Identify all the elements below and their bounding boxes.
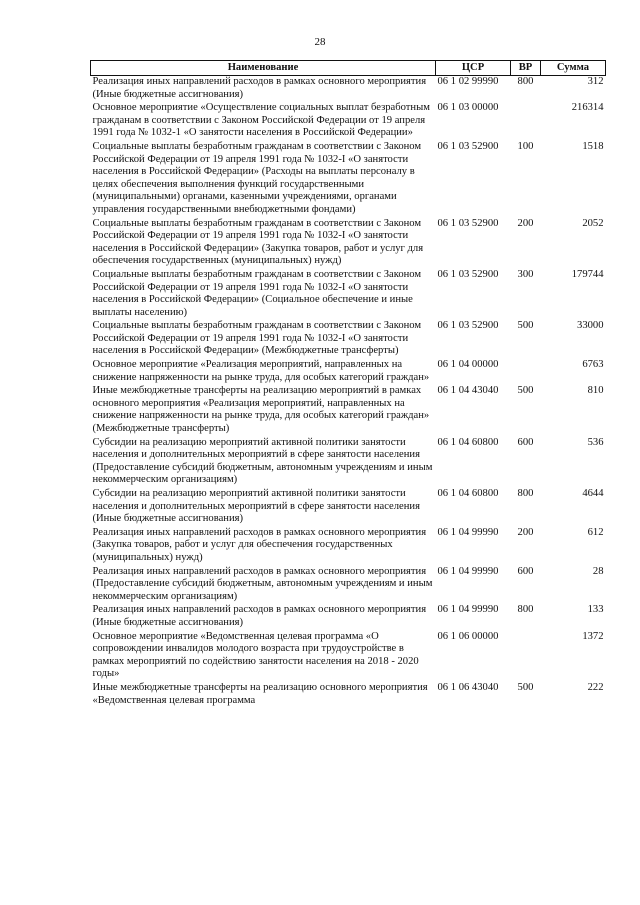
table-row [91,566,606,605]
row-vr-cell: 800 [517,604,534,616]
row-vr-cell: 600 [517,436,534,448]
table-row [91,385,606,436]
table-row [91,320,606,359]
header-vr: ВР [511,61,541,76]
row-sum-cell: 4644 [582,488,604,499]
row-vr-cell [511,102,541,141]
row-name-cell: Реализация иных направлений расходов в рамках основного мероприятия (Иные бюджетные ассигнования) [92,76,427,100]
table-row [91,604,606,630]
row-csr-cell: 06 1 06 00000 [437,630,499,642]
row-name-cell: Основное мероприятие «Реализация мероприятий, направленных на снижение напряженности на рынке труда, для особых категорий граждан» [92,359,430,383]
row-sum-cell: 1518 [582,140,604,152]
row-name-cell: Социальные выплаты безработным гражданам в соответствии с Законом Российской Федерации от 19 апреля 1991 года № 1032-I «О занятости населения в Российской Федерации» (Межбюджетные трансферты) [92,320,422,357]
row-name-cell: Реализация иных направлений расходов в рамках основного мероприятия (Предоставление субсидий бюджетным, автономным учреждениям и иным некоммерческим организациям) [92,565,433,602]
row-vr-cell: 300 [517,268,534,280]
row-csr-cell: 06 1 02 99990 [437,76,499,87]
row-sum-cell: 179744 [571,268,604,280]
row-name-cell: Социальные выплаты безработным гражданам в соответствии с Законом Российской Федерации от 19 апреля 1991 года № 1032-I «О занятости населения в Российской Федерации» (Расходы на выплаты персоналу в целях обеспечения выполнения функций государственными (муниципальными) органами, казенными учреждениями, органами управления государственными внебюджетными фондами) [92,140,422,215]
row-name-cell: Иные межбюджетные трансферты на реализацию мероприятий в рамках основного мероприятия «Реализация мероприятий, направленных на снижение напряженности на рынке труда, для особых категорий граждан» (Межбюджетные трансферты) [92,385,430,435]
row-sum-cell: 810 [587,385,604,397]
row-csr-cell: 06 1 04 60800 [437,488,499,499]
table-row [91,527,606,566]
row-sum-cell: 216314 [571,102,604,114]
budget-table [90,60,606,708]
row-vr-cell: 200 [517,526,534,538]
row-sum-cell: 536 [587,436,604,448]
table-row [91,76,606,103]
table-row [91,218,606,269]
header-name: Наименование [91,61,436,76]
row-csr-cell: 06 1 04 00000 [437,359,499,371]
row-name-cell: Реализация иных направлений расходов в рамках основного мероприятия (Закупка товаров, работ и услуг для обеспечения государственных (муниципальных) нужд) [92,526,427,563]
row-sum-cell: 6763 [582,359,604,371]
table-body [91,76,606,709]
header-csr: ЦСР [436,61,511,76]
row-csr-cell: 06 1 04 60800 [437,436,499,448]
row-sum-cell: 2052 [582,217,604,229]
row-csr-cell: 06 1 03 52900 [437,268,499,280]
row-sum-cell: 133 [587,604,604,616]
table-row [91,488,606,527]
row-sum-cell: 1372 [582,630,604,642]
row-name-cell: Основное мероприятие «Осуществление социальных выплат безработным гражданам в соответствии с Законом Российской Федерации от 19 апреля 1991 года № 1032-1 «О занятости населения в Российской Федерации» [92,102,430,139]
table-row [91,141,606,218]
row-vr-cell: 600 [517,565,534,577]
row-vr-cell: 800 [517,76,534,87]
row-sum-cell: 222 [587,681,604,693]
header-sum: Сумма [541,61,606,76]
row-sum-cell: 28 [592,565,604,577]
row-name-cell: Реализация иных направлений расходов в рамках основного мероприятия (Иные бюджетные ассигнования) [92,604,427,628]
row-csr-cell: 06 1 03 00000 [437,102,499,114]
row-csr-cell: 06 1 03 52900 [437,320,499,332]
row-vr-cell [511,359,541,385]
row-vr-cell: 500 [517,385,534,397]
row-sum-cell: 312 [587,76,604,87]
row-vr-cell [511,631,541,682]
row-csr-cell: 06 1 03 52900 [437,140,499,152]
row-csr-cell: 06 1 03 52900 [437,217,499,229]
row-name-cell: Социальные выплаты безработным гражданам в соответствии с Законом Российской Федерации от 19 апреля 1991 года № 1032-I «О занятости населения в Российской Федерации» (Закупка товаров, работ и услуг для обеспечения государственных (муниципальных) нужд) [92,217,424,267]
row-csr-cell: 06 1 04 99990 [437,604,499,616]
row-csr-cell: 06 1 06 43040 [437,681,499,693]
row-sum-cell: 33000 [577,320,604,332]
table-row [91,269,606,320]
table-header [91,61,606,76]
row-vr-cell: 500 [517,320,534,332]
row-name-cell: Иные межбюджетные трансферты на реализацию основного мероприятия «Ведомственная целевая программа [92,681,428,706]
row-name-cell: Социальные выплаты безработным гражданам в соответствии с Законом Российской Федерации от 19 апреля 1991 года № 1032-I «О занятости населения в Российской Федерации» (Социальное обеспечение и иные выплаты населению) [92,268,422,318]
table-row [91,359,606,385]
row-csr-cell: 06 1 04 99990 [437,565,499,577]
table-row [91,682,606,708]
table-row [91,102,606,141]
row-csr-cell: 06 1 04 99990 [437,526,499,538]
row-name-cell: Основное мероприятие «Ведомственная целевая программа «О сопровождении инвалидов молодого возраста при трудоустройстве в рамках мероприятий по содействию занятости населения на 2018 - 2020 годы» [92,630,419,680]
table-row [91,631,606,682]
row-name-cell: Субсидии на реализацию мероприятий активной политики занятости населения и дополнительных мероприятий в сфере занятости населения (Предоставление субсидий бюджетным, автономным учреждениям и иным некоммерческим организациям) [92,436,433,486]
row-name-cell: Субсидии на реализацию мероприятий активной политики занятости населения и дополнительных мероприятий в сфере занятости населения (Иные бюджетные ассигнования) [92,488,420,525]
table-row [91,437,606,488]
row-csr-cell: 06 1 04 43040 [437,385,499,397]
page-number: 28 [314,36,326,48]
row-vr-cell: 100 [517,140,534,152]
row-vr-cell: 800 [517,488,534,499]
row-vr-cell: 500 [517,681,534,693]
row-sum-cell: 612 [587,526,604,538]
row-vr-cell: 200 [517,217,534,229]
